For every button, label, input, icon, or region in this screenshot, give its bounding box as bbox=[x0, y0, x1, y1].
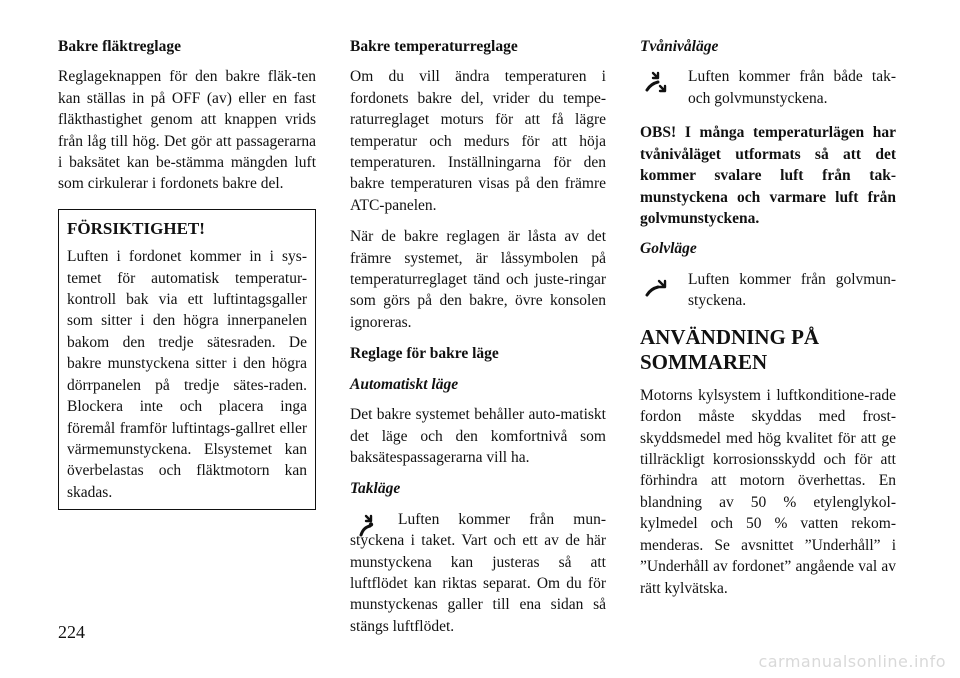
section-heading: Bakre fläktreglage bbox=[58, 38, 181, 55]
obs-note: OBS! I många temperaturlägen har tvånivåläget utformats så att det kommer svalare luft från tak-munstyckena och varmare luft från golvmunstyckena. bbox=[640, 124, 896, 228]
subheading-ceiling: Takläge bbox=[350, 480, 401, 498]
caution-text: Luften i fordonet kommer in i sys-temet för automatisk temperatur-kontroll bak via ett luftintagsgaller som sitter i den högra innerpanelen bakom den tredje sätesraden. De bakre munstyckena sitter i den högra dörrpanelen på tredje sätes-raden. Blockera inte och placera inga föremål framför luftintags-gallret eller värmemunstyckena. Elsystemet kan överbelastas och fläktmotorn kan skadas. bbox=[67, 248, 307, 501]
page-number: 224 bbox=[58, 622, 85, 642]
paragraph: Om du vill ändra temperaturen i fordonets bakre del, vrider du tempe-raturreglaget moturs för att få lägre temperatur och medurs för att höja temperaturen. Inställningarna för den bakre temperaturen visas på den främre ATC-panelen. bbox=[350, 68, 606, 214]
caution-title: FÖRSIKTIGHET! bbox=[67, 218, 205, 238]
column-3 bbox=[640, 36, 896, 609]
paragraph: Reglageknappen för den bakre fläk-ten kan ställas in på OFF (av) eller en fast fläkthastighet genom att knappen vrids från låg till hög. Det gör att passagerarna i baksätet kan be-stämma mängden luft som cirkulerar i fordonets bakre del. bbox=[58, 68, 316, 193]
bilevel-mode-row bbox=[640, 66, 896, 112]
bilevel-mode-text: Luften kommer från både tak- och golvmunstyckena. bbox=[688, 68, 896, 107]
subheading-floor: Golvläge bbox=[640, 240, 697, 258]
paragraph: Motorns kylsystem i luftkonditione-rade fordon måste skyddas med frost-skyddsmedel med hög kvalitet för att ge tillräckligt korrosionsskydd och för att förhindra att motorn överhettas. En blandning av 50 % etylenglykol-kylmedel och 50 % vatten rekom-menderas. Se avsnittet ”Underhåll” i ”Underhåll av fordonet” angående val av rätt kylvätska. bbox=[640, 386, 896, 597]
caution-box bbox=[58, 209, 316, 510]
paragraph: Det bakre systemet behåller auto-matiskt det läge och den komfortnivå som baksätespassagerarna vill ha. bbox=[350, 406, 606, 466]
floor-vent-icon bbox=[644, 275, 668, 299]
floor-mode-row bbox=[640, 269, 896, 315]
bilevel-vent-icon bbox=[644, 70, 668, 94]
paragraph: När de bakre reglagen är låsta av det främre systemet, är låssymbolen på temperaturreglaget tänd och juste-ringar som görs på den bakre, övre konsolen ignoreras. bbox=[350, 228, 606, 331]
column-2 bbox=[350, 36, 606, 647]
summer-heading: ANVÄNDNING PÅ SOMMAREN bbox=[640, 324, 820, 374]
subheading-auto: Automatiskt läge bbox=[350, 375, 459, 393]
column-1 bbox=[58, 36, 316, 510]
floor-mode-text: Luften kommer från golvmun-styckena. bbox=[688, 270, 896, 310]
ceiling-vent-icon bbox=[356, 513, 380, 537]
ceiling-mode-row bbox=[350, 509, 606, 637]
section-heading: Reglage för bakre läge bbox=[350, 345, 499, 363]
subheading-bilevel: Tvånivåläge bbox=[640, 38, 719, 55]
ceiling-mode-text: Luften kommer från mun-styckena i taket. Vart och ett av de här munstyckena kan justeras så att luftflödet kan riktas separat. Om du för munstyckenas galler till ena sidan så stängs luftflödet. bbox=[350, 510, 606, 635]
section-heading: Bakre temperaturreglage bbox=[350, 38, 518, 55]
watermark: carmanualsonline.info bbox=[758, 652, 946, 671]
